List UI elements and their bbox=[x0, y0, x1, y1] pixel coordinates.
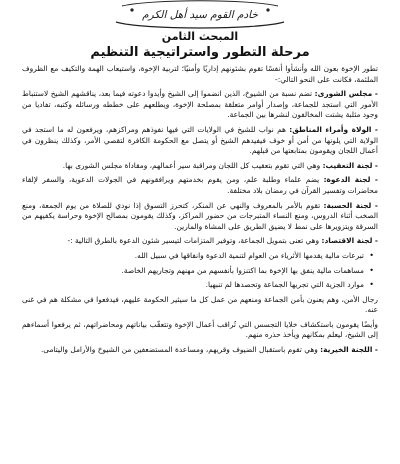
item-text: هم نواب للشيخ في الولايات التي فيها نفوذهم ومراكزهم، ويرفعون له ما استجد في الولاية التي يلونها من أمن أو خوف فيفيدهم الشيخ أو يتصل مع الحكومة الكافرة لتقصي الأمر، وكذلك ينظرون في أعمال اللجان ويقومون بمتابعتها من قبلهم. bbox=[22, 124, 378, 156]
item-label: - اللجنة الخيرية: bbox=[320, 345, 378, 355]
section-title: المبحث الثامن bbox=[161, 30, 239, 43]
item-dawah-committee bbox=[22, 175, 378, 196]
item-text: تضم نسبة من الشيوخ، الذين انضموا إلى الشيخ وأيدوا دعوته فيما بعد، يناقشهم الشيخ لاستنباط الأمور التي استجد للجماعة، وإصدار أوامر متعلقة بمصلحة الإخوة، ويطلعهم على خططه ورسائله وكتبه، تفاديا من وجود مثلبة يشتت المخالفون لنشرها بين الجماعة. bbox=[22, 89, 378, 120]
item-charity-committee bbox=[22, 345, 378, 356]
security-men-paragraph: رجال الأمن، وهم يعنون بأمن الجماعة ومنعهم من عمل كل ما سيثير الحكومة عليهم، فيدفعوا في مشكلة هم في غنى عنه. bbox=[22, 294, 378, 315]
item-label: - لجنة الدعوة: bbox=[323, 175, 378, 185]
item-text: وهي تقوم باستقبال الضيوف وقريهم، ومساعدة المستضعفين من الشيوخ والأرامل واليتامى. bbox=[40, 345, 321, 355]
item-governors bbox=[22, 125, 378, 157]
item-label: - لجنة الحسبة: bbox=[323, 200, 378, 210]
item-text: وهي التي تقوم بتعقيب كل اللجان ومراقبة سير أعمالهم، ومقاداة مجلس الشورى بها. bbox=[62, 160, 323, 170]
item-shura-council bbox=[22, 89, 378, 121]
document-body bbox=[22, 64, 378, 360]
item-hisba-committee bbox=[22, 201, 378, 233]
item-text: يضم علماء وطلبة علم، ومن يقوم بخدمتهم ويرافقونهم في الجولات الدعوية، والسفر لإلقاء محاضرات وتفسير القرآن في رمضان بلاد مختلفة. bbox=[22, 175, 378, 195]
list-item: • مساهمات مالية ينفق بها الإخوة بما اكتنزوا بأنفسهم من مهنهم وتجاريهم الخاصة. bbox=[22, 266, 364, 277]
item-label: - مجلس الشورى: bbox=[314, 89, 378, 99]
list-item: • تبرعات مالية يقدمها الأثرياء من العوام لتنمية الدعوة وانفاقها في سبيل الله. bbox=[22, 251, 364, 262]
intro-paragraph: تطور الإخوة بعون الله وأنشأوا أنفسًا تقوم بشئونهم إداريًا وأمنيًا؛ لتربية الإخوة، واستيعاب الهمة والتكيف مع الظروف الملئمة، فكانت على النحو التالي:- bbox=[22, 64, 378, 84]
list-item: • موارد الجزية التي تجريها الجماعة وتحصدها لم تنبهيا. bbox=[22, 280, 364, 291]
item-economy-committee bbox=[22, 236, 378, 247]
item-label: - الولاة وأمراء المناطق: bbox=[289, 124, 378, 134]
calligraphy-logo bbox=[112, 0, 288, 30]
funding-list bbox=[22, 251, 378, 291]
item-text: تقوم بالأمر بالمعروف والنهي عن المنكر، كتحرز التسوق إذا نودي للصلاة من يوم الجمعة، ومنع الصخب أثناء الدروس، ومنع النساء المتبرجات من حضور المراكز، وكذلك يقومون بمصالح الإخوة وحراسة يكفيهم من السرقة ويتزويرها على نمط لا يضيق الطريق على المشاة والمارين. bbox=[22, 200, 378, 231]
item-label: - لجنة التعقيب: bbox=[322, 160, 378, 170]
logo-text: خادم القوم سيد أهل الكرم bbox=[142, 9, 258, 21]
item-text: وهي تعنى بتمويل الجماعة، وتوفير المتزامات لتيسير شئون الدعوة بالطرق التالية :- bbox=[67, 236, 322, 246]
chapter-title: مرحلة التطور واستراتيجية التنظيم bbox=[90, 45, 310, 60]
item-followup-committee bbox=[22, 161, 378, 172]
espionage-paragraph: وأيضًا يقومون باستكشاف خلايا التجسس التي تُراقب أعمال الإخوة وتتعقّب بياناتهم ومحاضراتهم، ثم يرفعوا أسماءهم إلى الشيخ، ليعلم بمكانهم ويأخذ حذره منهم. bbox=[22, 319, 378, 340]
item-label: - لجنة الاقتصاد: bbox=[321, 236, 378, 246]
